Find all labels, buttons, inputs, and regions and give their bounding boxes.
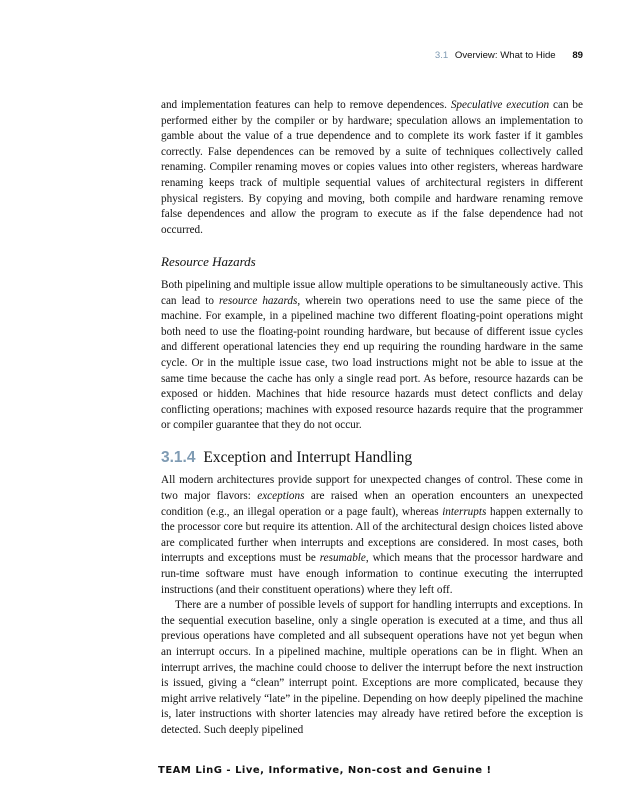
term-exceptions: exceptions <box>257 490 305 503</box>
running-header <box>435 50 583 61</box>
term-interrupts: interrupts <box>442 505 487 518</box>
paragraph-exceptions: All modern architectures provide support for unexpected changes of control. These come in two major flavors: exceptions are raised when an operation encounters an unexpected condition (e.g., an illegal operation or a page fault), whereas interrupts happen externally to the processor core but require its attention. All of the architectural design choices listed above are complicated further when interrupts and exceptions are considered. In most cases, both interrupts and exceptions must be resumable, which means that the processor hardware and run-time software must have enough information to continue executing the interrupted instructions (and their constituent operations) where they left off. <box>161 474 583 596</box>
body-text <box>161 98 583 739</box>
header-section-number: 3.1 <box>434 50 449 61</box>
paragraph-speculation: and implementation features can help to remove dependences. Speculative execution can be performed either by the compiler or by hardware; speculation allows an implementation to gamble about the value of a true dependence and to complete its work faster if it gambles correctly. False dependences can be removed by a suite of techniques collectively called renaming. Compiler renaming moves or copies values into other registers, whereas hardware renaming keeps track of multiple sequential values of architectural registers in different physical registers. By copying and moving, both compile and hardware renaming remove false dependences and allow the program to execute as if the false dependence had not occurred. <box>161 99 583 236</box>
section-number: 3.1.4 <box>161 448 196 466</box>
page-number: 89 <box>572 50 583 61</box>
paragraph-levels-of-support: There are a number of possible levels of support for handling interrupts and exceptions. In the sequential execution baseline, only a single operation is executed at a time, and thus all previous operations have completed and all subsequent operations have not yet begun when an interrupt occurs. In a pipelined machine, multiple operations can be in flight. When an interrupt arrives, the machine could choose to deliver the interrupt before the next instruction is issued, giving a “clean” interrupt point. Exceptions are more complicated, because they might arrive relatively “late” in the pipeline. Depending on how deeply pipelined the machine is, later instructions with shorter latencies may already have retired before the exception is detected. Such deeply pipelined <box>161 599 583 736</box>
footer-watermark: TEAM LinG - Live, Informative, Non-cost and Genuine ! <box>158 765 492 776</box>
subheading-resource-hazards: Resource Hazards <box>161 254 256 270</box>
section-title: Exception and Interrupt Handling <box>203 448 413 466</box>
paragraph-resource-hazards: Both pipelining and multiple issue allow multiple operations to be simultaneously active. This can lead to resource hazards, wherein two operations need to use the same piece of the machine. For example, in a pipelined machine two different floating-point operations might both need to use the floating-point rounding hardware, but because of different issue cycles and different operational latencies they end up requiring the rounding hardware in the same cycle. Or in the multiple issue case, two load instructions might not be able to issue at the same time because the cache has only a single read port. As before, resource hazards can be exposed or hidden. Machines that hide resource hazards must detect conflicts and delay conflicting operations; machines with exposed resource hazards require that the programmer or compiler guarantee that they do not occur. <box>161 278 583 432</box>
term-resumable: resumable <box>319 552 366 565</box>
term-speculative-execution: Speculative execution <box>450 99 550 111</box>
term-resource-hazards: resource hazards <box>218 294 298 307</box>
header-section-title: Overview: What to Hide <box>454 50 556 61</box>
section-heading <box>161 450 583 466</box>
